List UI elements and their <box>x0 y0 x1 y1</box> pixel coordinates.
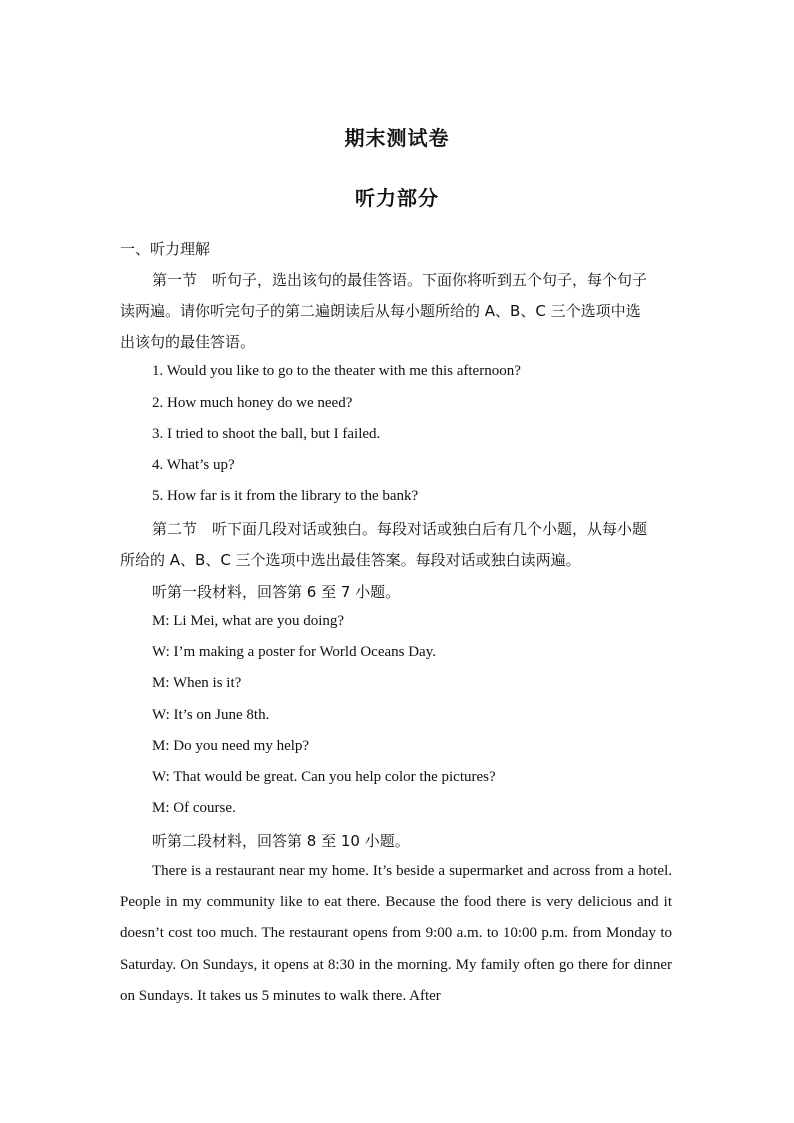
question-item: 5. How far is it from the library to the bank? <box>152 488 419 504</box>
question-item: 1. Would you like to go to the theater with me this afternoon? <box>152 363 521 379</box>
passage-text: There is a restaurant near my home. It’s beside a supermarket and across from a hotel. People in my community like to eat there. Because the food there is very delicious and it doesn’t cost too much. The restaurant opens from 9:00 a.m. to 10:00 p.m. from Monday to Saturday. On Sundays, it opens at 8:30 in the morning. My family often go there for dinner on Sundays. It takes us 5 minutes to walk there. After <box>120 863 672 1004</box>
part1-instruction-line: 读两遍。请你听完句子的第二遍朗读后从每小题所给的 A、B、C 三个选项中选 <box>120 302 641 320</box>
question-item: 4. What’s up? <box>152 457 235 473</box>
part1-instruction-line: 出该句的最佳答语。 <box>120 333 256 351</box>
section-heading: 一、听力理解 <box>120 240 211 258</box>
dialogue-line: W: I’m making a poster for World Oceans Day. <box>152 644 436 660</box>
page-title: 期末测试卷 <box>344 126 450 150</box>
dialogue-line: M: Do you need my help? <box>152 738 310 754</box>
part2-instruction-line: 第二节 听下面几段对话或独白。每段对话或独白后有几个小题，从每小题 <box>152 520 648 538</box>
dialogue-line: M: Li Mei, what are you doing? <box>152 613 345 629</box>
material-heading: 听第二段材料，回答第 8 至 10 小题。 <box>152 832 410 850</box>
dialogue-line: M: When is it? <box>152 675 242 691</box>
question-item: 3. I tried to shoot the ball, but I failed. <box>152 426 381 442</box>
part2-instruction-line: 所给的 A、B、C 三个选项中选出最佳答案。每段对话或独白读两遍。 <box>120 551 581 569</box>
question-item: 2. How much honey do we need? <box>152 395 353 411</box>
dialogue-line: W: That would be great. Can you help color the pictures? <box>152 769 496 785</box>
dialogue-line: M: Of course. <box>152 800 236 816</box>
material-heading: 听第一段材料，回答第 6 至 7 小题。 <box>152 583 401 601</box>
part1-instruction-line: 第一节 听句子，选出该句的最佳答语。下面你将听到五个句子，每个句子 <box>152 271 648 289</box>
dialogue-line: W: It’s on June 8th. <box>152 707 270 723</box>
page-subtitle: 听力部分 <box>355 186 439 210</box>
